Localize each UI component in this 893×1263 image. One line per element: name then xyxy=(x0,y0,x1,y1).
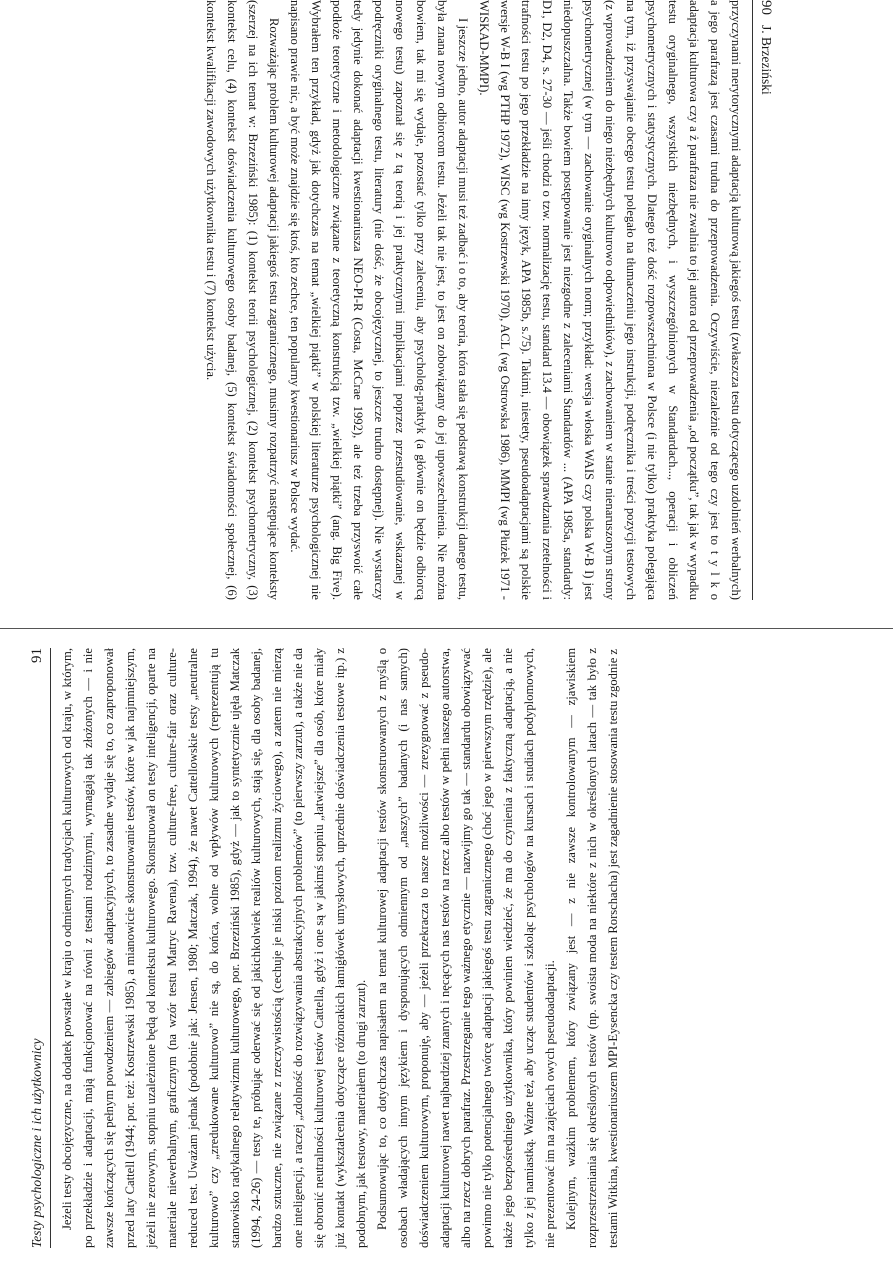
page-91-content xyxy=(28,648,788,1248)
paragraph: Kolejnym, ważkim problemem, który związany jest — z nie zawsze kontrolowanym — zjawiskiem rozprzestrzeniania się określonych testów (np. swoista moda na niektóre z nich w określonych latach — tak było z testami Witkina, kwestionariuszem MPI-Eysencka czy testem Rorschacha) jest zagadnienie stosowania testu zgodnie z xyxy=(564,648,620,1248)
running-head-90 xyxy=(752,0,775,600)
page-separator xyxy=(0,628,893,629)
paragraph: Rozważając problem kulturowej adaptacji jakiegoś testu zagranicznego, musimy rozpatrzyć następujące konteksty (szerzej na ich temat w: Brzeziński 1985): (1) kontekst teorii psychologicznej, (2) kontekst psychometryczny, (3) kontekst celu, (4) kontekst doświadczenia kulturowego osoby badanej, (5) kontekst świadomości społecznej, (6) kontekst kwalifikacji zawodowych użytkownika testu i (7) kontekst użycia. xyxy=(204,0,281,600)
paragraph: przyczynami merytorycznymi adaptacją kulturową jakiegoś testu (zwłaszcza testu dotyczącego uzdolnień werbalnych) a jego parafrazą jest czasami trudna do przeprowadzenia. Oczywiście, niezależnie od tego czy jest to t y l k o adaptacja kulturowa czy a ż parafraza nie zwalnia to jej autora od przeprowadzenia „od początku”, tak jak w wypadku testu oryginalnego, wszystkich niezbędnych, i wyszczególnionych w Standardach..., operacji i obliczeń psychometrycznych i statystycznych. Dlatego też dość rozpowszechniona w Polsce (i nie tylko) praktyka polegająca na tym, iż przyswajanie obcego testu polegało na tłumaczeniu jego instrukcji, podręcznika i treści pozycji testowych (z wprowadzeniem do niego niezbędnych kulturowo odpowiedników), z zachowaniem w stanie nienaruszonym strony psychometrycznej (w tym — zachowanie oryginalnych norm; przykład: wersja włoska WAIS czy polska W-B I) jest niedopuszczalna. Także bowiem postępowanie jest niezgodne z zaleceniami Standardów ... (APA 1985a, standardy: D1, D2, D4, s. 27-30 — jeśli chodzi o tzw. normalizację testu, standard 13.4 — obowiązek sprawdzania rzetelności i trafności testu po jego przekładzie na inny język, APA 1985b, s.75). Takimi, niestety, pseudoadaptacjami są polskie wersje W-B I (wg PTHP 1972), WISC (wg Kostrzewski 1970), ACL (wg Ostrowska 1986), MMPI (wg Płużek 1971 - WISKAD-MMPI). xyxy=(477,0,743,600)
running-title: Testy psychologiczne i ich użytkownicy xyxy=(29,1038,44,1248)
page-90-content xyxy=(15,0,775,600)
page-number: 91 xyxy=(29,648,45,663)
page-91 xyxy=(0,648,893,1263)
page-number: 90 xyxy=(758,0,774,15)
paragraph: Jeżeli testy obcojęzyczne, na dodatek powstałe w kraju o odmiennych tradycjach kulturowych od kraju, w którym, po przekładzie i adaptacji, mają funkcjonować na równi z testami rodzimymi, wymagają tak złożonych — i nie zawsze kończących się pełnym powodzeniem — zabiegów adaptacyjnych, to zasadne wydaje się to, co zaproponował przed laty Cattell (1944; por. też: Kostrzewski 1985), a mianowicie skonstruowanie testów, które w jak najmniejszym, jeżeli nie zerowym, stopniu uzależnione będą od kontekstu kulturowego. Skonstruował on testy inteligencji, oparte na materiale niewerbalnym, graficznym (na wzór testu Matryc Ravena), tzw. culture-free, culture-fair oraz culture-reduced test. Uważam jednak (podobnie jak: Jensen, 1980; Matczak, 1994), że nawet Cattellowskie testy „neutralne kulturowo” czy „zredukowane kulturowo” nie są, do końca, wolne od wpływów kulturowych (reprezentują tu stanowisko radykalnego relatywizmu kulturowego, por. Brzeziński 1985), gdyż — jak to syntetycznie ujęła Matczak (1994, 24-26) — testy te, próbując oderwać się od jakichkolwiek realiów kulturowych, stają się, dla osoby badanej, bardzo sztuczne, nie związane z rzeczywistością (cechuje je niski poziom realizmu życiowego), a zatem nie mierzą one inteligencji, a raczej „zdolność do rozwiązywania abstrakcyjnych problemów” (to pierwszy zarzut), a także nie da się obronić neutralności kulturowej testów Cattella, gdyż i one są w jakimś stopniu „łatwiejsze” dla osób, które miały już kontakt (wykształcenia dotyczące różnorakich łamigłówek umysłowych, uprzednie doświadczenia testowe itp.) z podobnym, jak testowy, materiałem (to drugi zarzut). xyxy=(60,648,368,1248)
paragraph: Podsumowując to, co dotychczas napisałem na temat kulturowej adaptacji testów skonstruowanych z myślą o osobach władających innym językiem i dysponujących odmiennym od „naszych” badanych (i nas samych) doświadczeniem kulturowym, proponuję, aby — jeżeli przekracza to nasze możliwości — zrezygnować z pseudo-adaptacji kulturowej nawet najbardziej znanych i nęcących nas testów na rzecz albo testów w pełni naszego autorstwa, albo na rzecz dobrych parafraz. Przestrzeganie tego ważnego etycznie — nazwijmy go tak — standardu obowiązywać powinno nie tylko potencjalnego twórcę adaptacji jakiegoś testu zagranicznego (choć jego w pierwszym rzędzie), ale także jego bezpośredniego użytkownika, który powinien wiedzieć, że ma do czynienia z faktyczną adaptacją, a nie tylko z jej namiastką. Ważne też, aby ucząc studentów i szkoląc psychologów na kursach i studiach podyplomowych, nie prezentować im na zajęciach owych pseudoadaptacji. xyxy=(375,648,557,1248)
page-90 xyxy=(0,0,893,615)
author-name: J. Brzeziński xyxy=(759,25,774,95)
running-head-91 xyxy=(28,648,51,1248)
paragraph: I jeszcze jedno, autor adaptacji musi też zadbać i o to, aby teoria, która stała się podstawą konstrukcji danego testu, była znana nowym odbiorcom testu. Jeżeli tak nie jest, to jest on zobowiązany do jej upowszechnienia. Nie można bowiem, tak mi się wydaje, pozostać tylko przy zaleceniu, aby psycholog-praktyk (a głównie on będzie odbiorcą nowego testu) zapoznał się z tą teorią i jej praktycznymi implikacjami poprzez przestudiowanie, wskazanej w podręczniki oryginalnego testu, literatury (nie dość, że obcojęzycznej, to jeszcze trudno dostępnej). Nie wystarczy tedy jedynie dokonać adaptacji kwestionariusza NEO-PI-R (Costa, McCrae 1992), ale też trzeba przyswoić całe podłoże teoretyczne i metodologiczne związane z teoretyczną konstrukcją tzw. „wielkiej piątki” (ang. Big Five). Wybrałem ten przykład, gdyż jak dotychczas na temat „wielkiej piątki” w polskiej literaturze psychologicznej nie napisano prawie nic, a być może znajdzie się ktoś, kto zechce, ten popularny kwestionariusz w Polsce wydać. xyxy=(288,0,470,600)
